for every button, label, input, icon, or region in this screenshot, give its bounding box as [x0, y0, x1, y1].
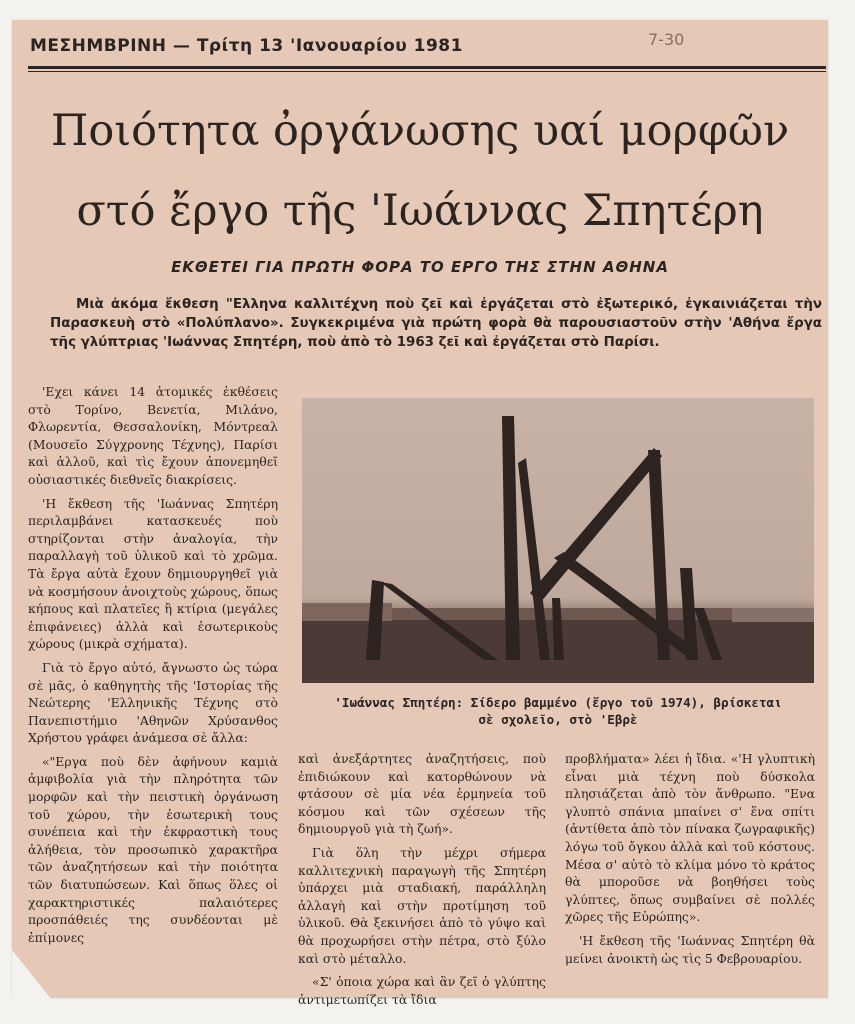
- photo-caption: [302, 694, 814, 728]
- paragraph: Γιὰ τὸ ἔργο αὐτό, ἄγνωστο ὡς τώρα σὲ μᾶς, ὁ καθηγητὴς τῆς 'Ιστορίας τῆς Νεώτερης 'Ελληνικῆς Τέχνης στὸ Πανεπιστήμιο 'Αθηνῶν Χρύσανθος Χρήστου γράφει ἀνάμεσα σὲ ἄλλα:: [28, 659, 278, 746]
- column-3: [565, 750, 815, 973]
- masthead: ΜΕΣΗΜΒΡΙΝΗ — Τρίτη 13 'Ιανουαρίου 1981: [30, 36, 463, 56]
- paragraph: 'Η ἔκθεση τῆς 'Ιωάννας Σπητέρη θὰ μείνει ἀνοικτὴ ὡς τὶς 5 Φεβρουαρίου.: [565, 932, 815, 966]
- caption-line-1: 'Ιωάννας Σπητέρη: Σίδερο βαμμένο (ἔργο τοῦ 1974), βρίσκεται: [334, 695, 782, 710]
- paragraph: «"Εργα ποὺ δὲν ἀφήνουν καμιὰ ἀμφιβολία γιὰ τὴν πληρότητα τῶν μορφῶν καὶ τὴν πειστικὴ ὀργάνωση τοῦ χώρου, τὴν ἐσωτερικὴ τους συνέπεια καὶ τὴν ἐκφραστικὴ τους ἀλήθεια, τὸν προσωπικὸ χαρακτῆρα τῶν ἀναζητήσεων καὶ τὴν ποιότητα τῶν διατυπώσεων. Καὶ ὅπως ὅλες οἱ χαρακτηριστικές παλαιότερες προσπάθειές της συνδέονται μὲ ἐπίμονες: [28, 753, 278, 945]
- paragraph: «Σ' ὁποια χώρα καὶ ἂν ζεῖ ὁ γλύπτης ἀντιμετωπίζει τὰ ἴδια: [298, 974, 546, 1007]
- paragraph: καὶ ἀνεξάρτητες ἀναζητήσεις, ποὺ ἐπιδιώκουν καὶ κατορθώνουν νὰ φτάσουν σὲ μία νέα ἑρμηνεία τοῦ κόσμου καὶ τῶν σχέσεων τῆς δημιουργοῦ γιὰ τὴ ζωή».: [298, 751, 546, 837]
- lead-paragraph: [50, 295, 822, 352]
- lead-text: Μιὰ ἀκόμα ἔκθεση "Ελληνα καλλιτέχνη ποὺ ζεῖ καὶ ἐργάζεται στὸ ἐξωτερικό, ἐγκαινιάζεται τὴν Παρασκευὴ στὸ «Πολύπλανο». Συγκεκριμένα γιὰ πρώτη φορὰ θὰ παρουσιαστοῦν στὴν 'Αθήνα ἔργα τῆς γλύπτριας 'Ιωάννας Σπητέρη, ποὺ ἀπὸ τὸ 1963 ζεῖ καὶ ἐργάζεται στὸ Παρίσι.: [50, 297, 822, 350]
- headline-line-1: Ποιότητα ὀργάνωσης υαί μορφῶν: [50, 106, 790, 156]
- paragraph: Γιὰ ὅλη τὴν μέχρι σήμερα καλλιτεχνικὴ παραγωγὴ τῆς Σπητέρη ὑπάρχει μιὰ σταδιακή, παράλληλη ἀλλαγὴ καὶ στὴν προτίμηση τοῦ ὑλικοῦ. Θὰ ξεκινήσει ἀπὸ τὸ γύψο καὶ θὰ προχωρήσει στὴν πέτρα, στὸ ξύλο καὶ στὸ μέταλλο.: [298, 844, 546, 966]
- handwritten-reference: 7-30: [648, 30, 685, 49]
- paragraph: 'Εχει κάνει 14 ἀτομικές ἐκθέσεις στὸ Τορίνο, Βενετία, Μιλάνο, Φλωρεντία, Θεσσαλονίκη, Μόντρεαλ (Μουσεῖο Σύγχρονης Τέχνης), Παρίσι καὶ ἀλλοῦ, καὶ τὶς ἔχουν ἀπονεμηθεῖ οὐσιαστικές διεθνεῖς διακρίσεις.: [28, 384, 278, 487]
- sculpture-illustration: [302, 398, 814, 683]
- masthead-rule-thin: [28, 71, 826, 72]
- sculpture-photo: [302, 398, 814, 683]
- subheadline: ΕΚΘΕΤΕΙ ΓΙΑ ΠΡΩΤΗ ΦΟΡΑ ΤΟ ΕΡΓΟ ΤΗΣ ΣΤΗΝ ΑΘΗΝΑ: [171, 258, 669, 276]
- masthead-rule: [28, 66, 826, 69]
- caption-line-2: σὲ σχολεῖο, στὸ 'Εβρὲ: [478, 712, 638, 727]
- column-2: [298, 750, 546, 1014]
- headline-line-2: στό ἔργο τῆς 'Ιωάννας Σπητέρη: [76, 186, 764, 236]
- paragraph: 'Η ἔκθεση τῆς 'Ιωάννας Σπητέρη περιλαμβάνει κατασκευές ποὺ στηρίζονται στὴν ἀναλογία, τὴν παραλλαγὴ τοῦ ὑλικοῦ καὶ τὸ χρῶμα. Τὰ ἔργα αὐτὰ ἔχουν δημιουργηθεῖ γιὰ νὰ κοσμήσουν ἀνοιχτοὺς χώρους, ὅπως κήπους καὶ πλατεῖες ἢ κτίρια (μεγάλες ἐπιφάνειες) ἀλλὰ καὶ ἐσωτερικοὺς χώρους (μικρὰ σχήματα).: [28, 495, 278, 652]
- column-1: [28, 383, 278, 952]
- paragraph: προβλήματα» λέει ἡ ἴδια. «'Η γλυπτικὴ εἶναι μιὰ τέχνη ποὺ δύσκολα πλησιάζεται ἀπὸ τὸν ἄνθρωπο. "Ενα γλυπτὸ σπάνια μπαίνει σ' ἕνα σπίτι (ἀντίθετα ἀπὸ τὸν πίνακα ζωγραφικῆς) λόγω τοῦ ὄγκου ἀλλὰ καὶ τοῦ κόστους. Μέσα σ' αὐτὸ τὸ κλίμα μόνο τὸ κράτος θὰ μποροῦσε νὰ βοηθήσει τοὺς γλύπτες, ὅπως συμβαίνει σὲ πολλές χῶρες τῆς Εὐρώπης».: [565, 751, 815, 925]
